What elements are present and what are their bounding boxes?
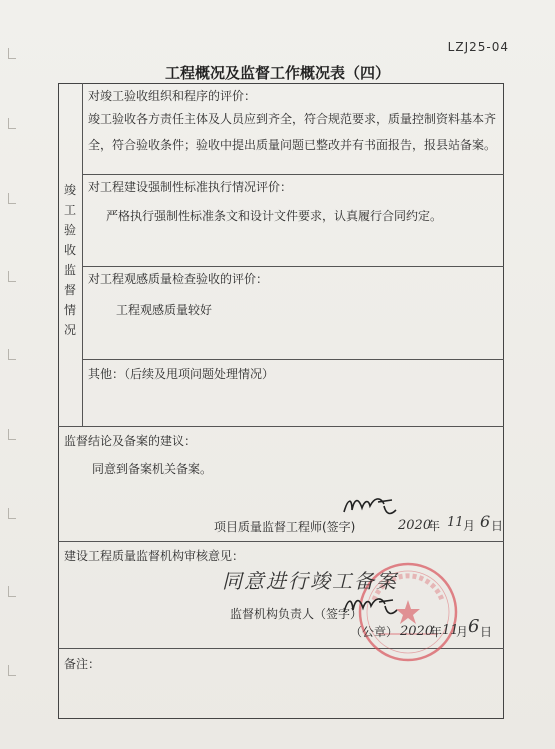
agency-date-day: 6	[468, 616, 480, 637]
other-issues-heading: 其他：（后续及甩项问题处理情况）	[88, 367, 275, 381]
appearance-quality-heading: 对工程观感质量检查验收的评价：	[88, 272, 269, 286]
engineer-signer-label: 项目质量监督工程师(签字)	[214, 520, 356, 534]
side-label-completion	[58, 180, 82, 340]
handwritten-opinion: 同意进行竣工备案	[222, 569, 398, 593]
appearance-quality-text: 工程观感质量较好	[116, 303, 213, 317]
seal-label: （公章）	[350, 625, 399, 639]
date-day-suffix: 日	[480, 625, 493, 639]
date-month-suffix: 月	[463, 519, 476, 533]
form-code: LZJ25-04	[447, 40, 509, 54]
binding-mark	[8, 271, 16, 282]
side-label-char: 监	[63, 263, 76, 277]
mandatory-standard-heading: 对工程建设强制性标准执行情况评价：	[88, 180, 293, 194]
section-divider	[58, 541, 504, 542]
binding-mark	[8, 193, 16, 204]
date-year-suffix: 年	[430, 625, 443, 639]
binding-mark	[8, 118, 16, 129]
text-line: 全，符合验收条件；验收中提出质量问题已整改并有书面报告，报县站备案。	[88, 138, 497, 152]
side-label-char: 验	[63, 223, 76, 237]
engineer-date-day: 6	[480, 512, 491, 531]
mandatory-standard-text: 严格执行强制性标准条文和设计文件要求，认真履行合同约定。	[106, 209, 443, 223]
row-divider	[82, 359, 504, 360]
binding-mark	[8, 665, 16, 676]
document-title: 工程概况及监督工作概况表（四）	[164, 64, 390, 82]
date-month-suffix: 月	[456, 625, 469, 639]
remarks-heading: 备注：	[64, 657, 101, 671]
binding-mark	[8, 48, 16, 59]
supervision-conclusion-heading: 监督结论及备案的建议：	[64, 434, 197, 448]
side-label-char: 收	[63, 243, 76, 257]
side-label-char: 工	[63, 203, 76, 217]
engineer-date-month: 11	[447, 515, 464, 530]
section-divider	[58, 426, 504, 427]
binding-mark	[8, 586, 16, 597]
supervision-conclusion-text: 同意到备案机关备案。	[92, 462, 213, 476]
row-divider	[82, 174, 504, 175]
side-label-char: 情	[63, 303, 76, 317]
date-day-suffix: 日	[491, 519, 504, 533]
side-label-char: 督	[63, 283, 76, 297]
side-column-divider	[82, 83, 83, 426]
engineer-date-year: 2020	[398, 518, 432, 533]
agency-date-year: 2020	[400, 624, 434, 639]
row-divider	[82, 266, 504, 267]
side-label-char: 竣	[63, 183, 76, 197]
agency-signer-label: 监督机构负责人（签字）	[230, 607, 363, 621]
agency-date-month: 11	[442, 623, 459, 638]
acceptance-procedure-text	[88, 106, 496, 158]
date-year-suffix: 年	[428, 519, 441, 533]
text-line: 竣工验收各方责任主体及人员应到齐全，符合规范要求，质量控制资料基本齐	[88, 112, 497, 126]
binding-mark	[8, 429, 16, 440]
side-label-char: 况	[63, 323, 76, 337]
engineer-signature	[340, 492, 400, 520]
binding-mark	[8, 349, 16, 360]
agency-review-heading: 建设工程质量监督机构审核意见：	[64, 549, 245, 563]
acceptance-procedure-heading: 对竣工验收组织和程序的评价：	[88, 89, 257, 103]
binding-mark	[8, 508, 16, 519]
